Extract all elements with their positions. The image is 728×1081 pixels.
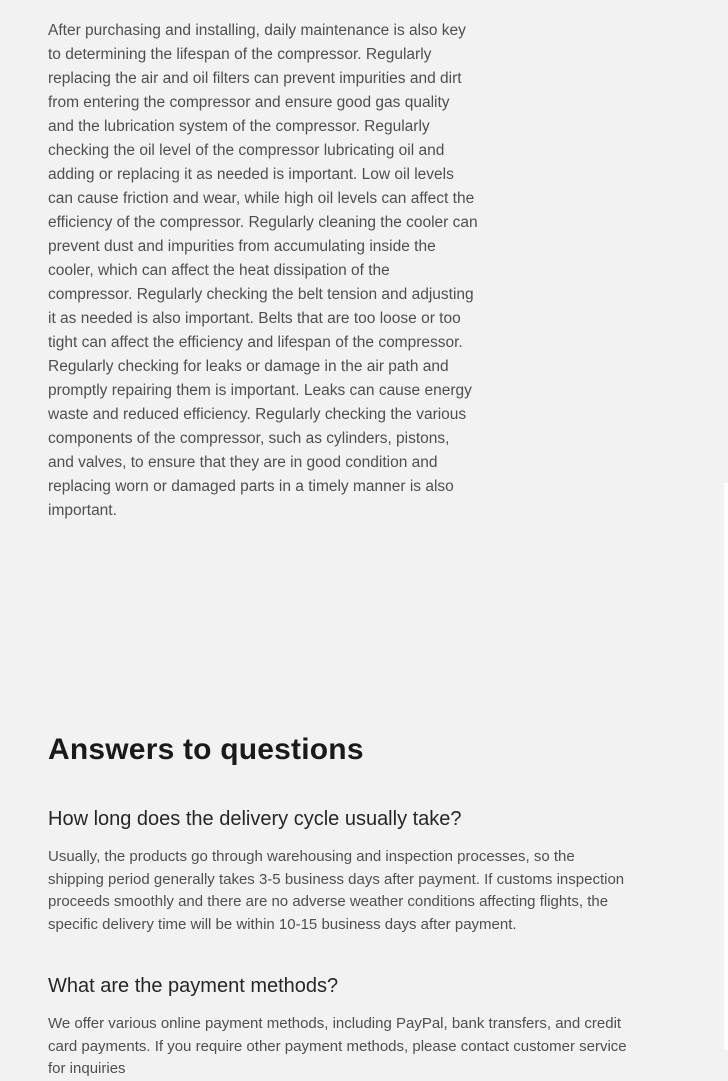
- faq-answer-payment-methods: We offer various online payment methods, including PayPal, bank transfers, and credit card payments. If you require other payment methods, please contact customer service for inquiries: [48, 1015, 627, 1077]
- faq-list: [48, 806, 680, 1081]
- faq-question-payment-methods: What are the payment methods?: [48, 975, 339, 997]
- faq-question-delivery-cycle: How long does the delivery cycle usually take?: [48, 808, 462, 830]
- faq-item: [48, 973, 680, 1081]
- right-edge-white-strip: [724, 483, 728, 1050]
- maintenance-paragraph: After purchasing and installing, daily maintenance is also key to determining the lifespan of the compressor. Regularly replacing the air and oil filters can prevent impurities and dirt from entering the compressor and ensure good gas quality and the lubrication system of the compressor. Regularly checking the oil level of the compressor lubricating oil and adding or replacing it as needed is important. Low oil levels can cause friction and wear, while high oil levels can affect the efficiency of the compressor. Regularly cleaning the cooler can prevent dust and impurities from accumulating inside the cooler, which can affect the heat dissipation of the compressor. Regularly checking the belt tension and adjusting it as needed is also important. Belts that are too loose or too tight can affect the efficiency and lifespan of the compressor. Regularly checking for leaks or damage in the air path and promptly repairing them is important. Leaks can cause energy waste and reduced efficiency. Regularly checking the various components of the compressor, such as cylinders, pistons, and valves, to ensure that they are in good condition and replacing worn or damaged parts in a timely manner is also important.: [48, 22, 478, 519]
- faq-item: [48, 806, 680, 936]
- faq-answer-delivery-cycle: Usually, the products go through warehousing and inspection processes, so the shipping period generally takes 3-5 business days after payment. If customs inspection proceeds smoothly and there are no adverse weather conditions affecting flights, the specific delivery time will be within 10-15 business days after payment.: [48, 848, 625, 933]
- faq-section-title: Answers to questions: [48, 733, 364, 766]
